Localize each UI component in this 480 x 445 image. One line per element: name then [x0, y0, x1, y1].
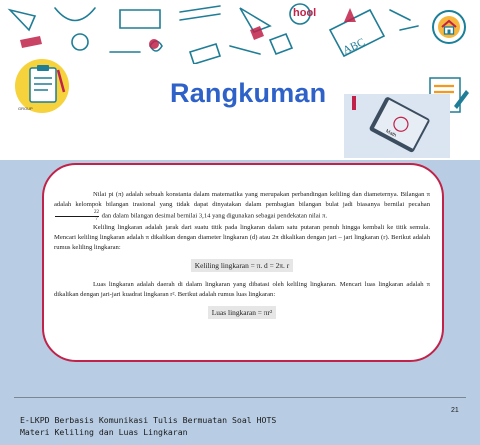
- fraction-22-7: $\frac{22}{7}$: [55, 210, 99, 222]
- home-button[interactable]: [432, 10, 466, 44]
- paragraph-luas: Luas lingkaran adalah daerah di dalam lingkaran yang dibatasi oleh keliling lingkaran. Mencari luas lingkaran adalah π dikalikan dengan jari-jari kuadrat lingkaran r². Berikut adalah rumus luas lingkaran:: [54, 281, 430, 298]
- svg-text:Math: Math: [384, 128, 398, 139]
- header-banner: [0, 0, 480, 160]
- footer-title: E-LKPD Berbasis Komunikasi Tulis Bermuatan Soal HOTS: [20, 415, 277, 425]
- svg-text:ABC: ABC: [341, 36, 367, 57]
- svg-text:hool: hool: [293, 7, 317, 19]
- paragraph-keliling: Keliling lingkaran adalah jarak dari suatu titik pada lingkaran dalam satu putaran penuh hingga kembali ke titik semula. Mencari keliling lingkaran adalah π dikalikan dengan diameter lingkaran (d) atau 2π dikalikan dengan jari – jari lingkaran (r). Berikut adalah rumus keliling lingkaran:: [54, 224, 430, 251]
- formula-luas: Luas lingkaran = πr²: [208, 306, 276, 319]
- paragraph-pi: Nilai pi (π) adalah sebuah konstanta dalam matematika yang merupakan perbandingan keliling dan diameternya. Bilangan π adalah kelompok bilangan irasional yang tidak dapat dinyatakan dalam pembagian bilangan bulat jadi biasanya bernilai pecahan $\frac{22}{7}$ dan dalam bilangan desimal bernilai 3,14 yang digunakan sebagai pendekatan nilai π.: [54, 191, 430, 222]
- svg-text:GROUP: GROUP: [18, 106, 33, 111]
- page-number: 21: [451, 407, 459, 414]
- footer-subtitle: Materi Keliling dan Luas Lingkaran: [20, 427, 188, 437]
- page-title: Rangkuman: [170, 78, 327, 108]
- formula-keliling: Keliling lingkaran = π. d = 2π. r: [191, 259, 293, 272]
- summary-text: [54, 190, 430, 327]
- footer-divider: [14, 397, 466, 398]
- home-icon: [437, 15, 461, 39]
- math-book-icon: [344, 94, 450, 158]
- clipboard-icon: [12, 58, 74, 114]
